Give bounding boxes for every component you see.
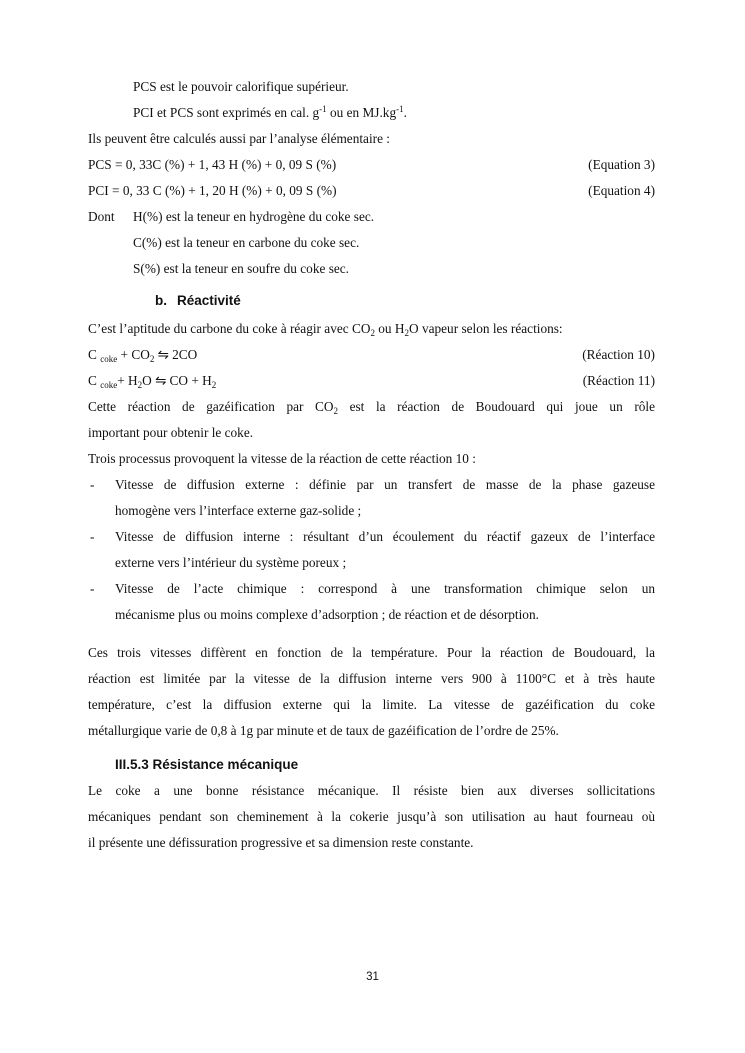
bullet-2-line-2: externe vers l’intérieur du système poreux ;: [115, 555, 347, 570]
equation-4: [88, 178, 655, 204]
reaction-10-mid: + CO: [117, 347, 150, 362]
bullet-1-dash: -: [90, 477, 95, 492]
units-text-b: ou en MJ.kg: [326, 105, 397, 120]
boudouard-sub: 2: [333, 406, 338, 416]
definition-c: C(%) est la teneur en carbone du coke sec.: [133, 235, 360, 250]
reaction-11-c: C: [88, 373, 101, 388]
bullet-1-line-2: homogène vers l’interface externe gaz-solide ;: [115, 503, 362, 518]
bullet-2-dash: -: [90, 529, 95, 544]
reaction-11-label: (Réaction 11): [582, 373, 655, 388]
bullet-2-line-1: [88, 524, 655, 550]
spacer: [88, 628, 655, 640]
reaction-11-b: O ⇋ CO + H: [142, 373, 212, 388]
reactivity-intro-a: C’est l’aptitude du carbone du coke à réagir avec CO: [88, 321, 371, 336]
document-page: [88, 74, 655, 856]
equation-4-formula: PCI = 0, 33 C (%) + 1, 20 H (%) + 0, 09 S (%): [88, 183, 337, 198]
boudouard-text-a: Cette réaction de gazéification par CO: [88, 399, 334, 414]
reaction-11-a: + H: [117, 373, 138, 388]
calc-intro: Ils peuvent être calculés aussi par l’analyse élémentaire :: [88, 131, 390, 146]
units-sup-2: -1: [396, 104, 404, 114]
section-b-title: Réactivité: [177, 293, 241, 308]
units-text-c: .: [403, 105, 407, 120]
reactivity-intro: [88, 316, 655, 342]
bullet-3-line-1: [88, 576, 655, 602]
definition-h-text: H(%) est la teneur en hydrogène du coke sec.: [133, 209, 375, 224]
reaction-10-label: (Réaction 10): [582, 347, 655, 362]
section-b-heading: [88, 288, 655, 314]
page-number: 31: [366, 971, 379, 983]
equation-3: [88, 152, 655, 178]
bullet-3-text-1: Vitesse de l’acte chimique : correspond à une transformation chimique selon un: [115, 581, 655, 596]
reactivity-intro-sub-2: 2: [404, 328, 410, 338]
resistance-para-line-2: mécaniques pendant son cheminement à la cokerie jusqu’à son utilisation au haut fourneau où: [88, 809, 655, 824]
equation-3-formula: PCS = 0, 33C (%) + 1, 43 H (%) + 0, 09 S (%): [88, 157, 337, 172]
reaction-10-coke: coke: [100, 354, 118, 364]
units-line: [88, 100, 655, 126]
section-3-heading: III.5.3 Résistance mécanique: [115, 757, 299, 772]
definition-s: S(%) est la teneur en soufre du coke sec.: [133, 261, 349, 276]
equation-4-label: (Equation 4): [588, 183, 655, 198]
process-intro: Trois processus provoquent la vitesse de la réaction de cette réaction 10 :: [88, 451, 476, 466]
reaction-10-sub: 2: [149, 354, 155, 364]
temperature-para-line-4: métallurgique varie de 0,8 à 1g par minute et de taux de gazéification de l’ordre de 25%.: [88, 723, 559, 738]
boudouard-text-b: est la réaction de Boudouard qui joue un rôle: [338, 399, 655, 414]
reactivity-intro-c: O vapeur selon les réactions:: [409, 321, 563, 336]
reaction-11: [88, 368, 655, 394]
temperature-para-line-3: température, c’est la diffusion externe qui la limite. La vitesse de gazéification du coke: [88, 697, 655, 712]
pcs-definition: PCS est le pouvoir calorifique supérieur.: [133, 79, 349, 94]
reaction-10-c: C: [88, 347, 101, 362]
reaction-11-sub-2: 2: [211, 380, 217, 390]
reaction-11-coke: coke: [100, 380, 118, 390]
reaction-10: [88, 342, 655, 368]
boudouard-line-2: important pour obtenir le coke.: [88, 425, 254, 440]
reaction-11-formula: [88, 373, 216, 388]
resistance-para-line-3: il présente une défissuration progressive et sa dimension reste constante.: [88, 835, 474, 850]
bullet-3-line-2: mécanisme plus ou moins complexe d’adsorption ; de réaction et de désorption.: [115, 607, 539, 622]
reaction-10-arrow: ⇋ 2CO: [154, 347, 198, 362]
dont-word: Dont: [88, 209, 115, 224]
bullet-3-dash: -: [90, 581, 95, 596]
bullet-1-line-1: [88, 472, 655, 498]
reaction-10-formula: [88, 347, 197, 362]
definition-h: [88, 204, 655, 230]
equation-3-label: (Equation 3): [588, 157, 655, 172]
temperature-para-line-2: réaction est limitée par la vitesse de la diffusion interne vers 900 à 1100°C et à très haute: [88, 671, 655, 686]
resistance-para-line-1: Le coke a une bonne résistance mécanique. Il résiste bien aux diverses sollicitations: [88, 783, 655, 798]
bullet-2-text-1: Vitesse de diffusion interne : résultant d’un écoulement du réactif gazeux de l’interface: [115, 529, 655, 544]
temperature-para-line-1: Ces trois vitesses diffèrent en fonction de la température. Pour la réaction de Boudouard, la: [88, 645, 655, 660]
units-sup-1: -1: [319, 104, 327, 114]
boudouard-line-1: [88, 394, 655, 420]
reactivity-intro-sub-1: 2: [370, 328, 375, 338]
reactivity-intro-b: ou H: [374, 321, 405, 336]
bullet-1-text-1: Vitesse de diffusion externe : définie par un transfert de masse de la phase gazeuse: [115, 477, 655, 492]
reaction-11-sub-1: 2: [137, 380, 143, 390]
section-b-label: b.: [155, 293, 167, 308]
units-text-a: PCI et PCS sont exprimés en cal. g: [133, 105, 320, 120]
